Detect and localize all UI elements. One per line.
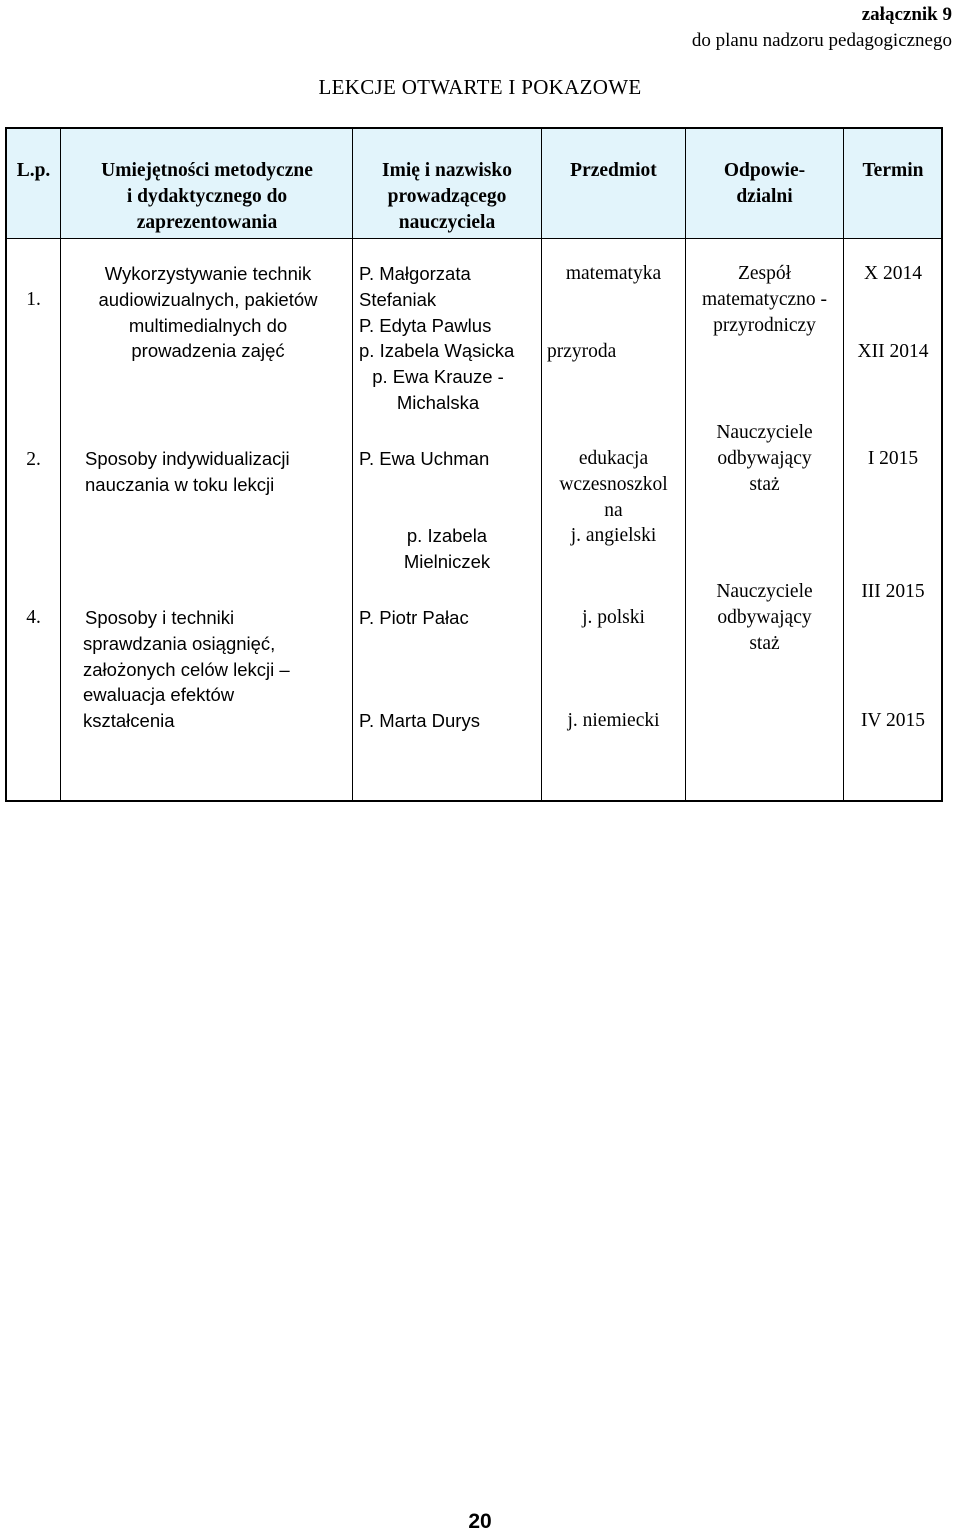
column-divider xyxy=(541,129,542,800)
row-2-subjects: edukacja wczesnoszkol na j. angielski xyxy=(559,448,668,547)
row-2-teacher-1: P. Ewa Uchman xyxy=(359,448,490,469)
row-1-term-1: X 2014 xyxy=(864,263,922,284)
row-3-subject-2: j. niemiecki xyxy=(567,710,660,731)
row-3-number: 4. xyxy=(26,607,41,628)
column-divider xyxy=(352,129,353,800)
row-1-skills: Wykorzystywanie technik audiowizualnych, pakietów multimedialnych do prowadzenia zajęć xyxy=(98,263,318,362)
lessons-table xyxy=(5,127,943,802)
row-2-skills: Sposoby indywidualizacji nauczania w toku lekcji xyxy=(85,448,290,495)
row-3-skills: Sposoby i techniki sprawdzania osiągnięć, założonych celów lekcji – ewaluacja efektów kształcenia xyxy=(83,607,290,732)
column-divider xyxy=(685,129,686,800)
annex-block xyxy=(692,2,952,54)
row-3-responsible: Nauczyciele odbywający staż xyxy=(716,581,813,654)
row-2-responsible: Nauczyciele odbywający staż xyxy=(716,422,813,495)
column-divider xyxy=(60,129,61,800)
column-divider xyxy=(843,129,844,800)
row-1-number: 1. xyxy=(26,289,41,310)
header-lp: L.p. xyxy=(16,160,51,181)
row-2-term: I 2015 xyxy=(867,448,919,469)
document-title: LEKCJE OTWARTE I POKAZOWE xyxy=(318,75,642,99)
header-skills: Umiejętności metodyczne i dydaktycznego do zaprezentowania xyxy=(101,160,313,233)
row-1-term-2: XII 2014 xyxy=(857,341,929,362)
row-3-teacher-2: P. Marta Durys xyxy=(359,710,480,731)
row-1-subject-1: matematyka xyxy=(565,263,662,284)
row-3-subject-1: j. polski xyxy=(582,607,645,628)
row-1-responsible: Zespół matematyczno - przyrodniczy xyxy=(701,263,828,336)
annex-title: załącznik 9 xyxy=(861,4,952,25)
row-3-term-2: IV 2015 xyxy=(860,710,926,731)
row-3-term-1: III 2015 xyxy=(861,581,925,602)
row-1-subject-2: przyroda xyxy=(547,341,617,362)
row-2-number: 2. xyxy=(26,449,41,470)
page-number: 20 xyxy=(468,1510,492,1533)
row-1-teachers: P. Małgorzata Stefaniak P. Edyta Pawlus p. Izabela Wąsicka p. Ewa Krauze - Michalska xyxy=(359,263,515,413)
header-teacher: Imię i nazwisko prowadzącego nauczyciela xyxy=(381,160,512,233)
header-responsible: Odpowie- dzialni xyxy=(723,160,806,207)
header-subject: Przedmiot xyxy=(570,160,657,181)
row-3-teacher-1: P. Piotr Pałac xyxy=(359,607,469,628)
header-term: Termin xyxy=(862,160,924,181)
annex-subtitle: do planu nadzoru pedagogicznego xyxy=(691,30,952,51)
row-2-teacher-2: p. Izabela Mielniczek xyxy=(403,525,491,572)
